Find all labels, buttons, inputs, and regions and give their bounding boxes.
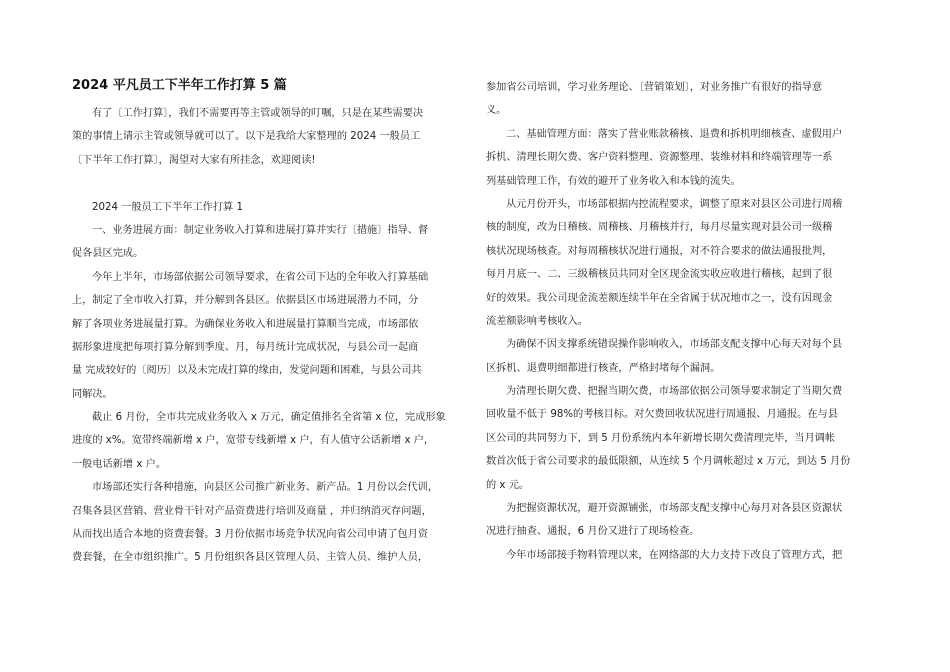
- text-line: 况进行抽查、通报，6 月份又进行了现场检查。: [486, 526, 700, 538]
- text-line: 区公司的共同努力下，到 5 月份系统内本年新增长期欠费清理完毕，当月调帐: [486, 432, 836, 444]
- text-line: 同解决。: [72, 388, 113, 400]
- text-line: 回收量不低于 98%的考核目标。对欠费回收状况进行周通报、月通报。在与县: [486, 409, 838, 421]
- text-line: 2024 一般员工下半年工作打算 1: [92, 201, 243, 213]
- text-line: 义。: [486, 105, 507, 117]
- text-line: 每月月底一、二、三级稽核员共同对全区现金流实收应收进行稽核，起到了很: [486, 269, 833, 281]
- text-line: 解了各项业务进展量打算。为确保业务收入和进展量打算顺当完成，市场部依: [72, 318, 419, 330]
- text-line: 为把握资源状况，避开资源铺张，市场部支配支撑中心每月对各县区资源状: [506, 503, 843, 515]
- text-line: 一般电话新增 x 户。: [72, 458, 167, 470]
- text-line: 数首次低于省公司要求的最低限额，从连续 5 个月调帐超过 x 万元，到达 5 月份: [486, 456, 851, 468]
- text-line: 截止 6 月份，全市共完成业务收入 x 万元，确定值排名全省第 x 位，完成形象: [92, 412, 446, 424]
- text-line: 策的事情上请示主管或领导就可以了。以下是我给大家整理的 2024 一般员工: [72, 131, 421, 143]
- text-line: 一、业务进展方面：制定业务收入打算和进展打算并实行〔措施〕指导、督: [92, 224, 429, 236]
- text-line: 好的效果。我公司现金流差额连续半年在全省属于状况地市之一，没有因现金: [486, 292, 833, 304]
- text-line: 促各县区完成。: [72, 248, 144, 260]
- left-column: [72, 76, 466, 570]
- document-title: 2024 平凡员工下半年工作打算 5 篇: [72, 78, 287, 93]
- text-line: 区拆机、退费明细都进行核查，严格封堵每个漏洞。: [486, 362, 721, 374]
- text-line: 据形象进度把每项打算分解到季度、月，每月统计完成状况，与县公司一起商: [72, 341, 419, 353]
- left-column-body: [72, 102, 466, 570]
- text-line: 列基础管理工作，有效的避开了业务收入和本钱的流失。: [486, 175, 741, 187]
- text-line: 进度的 x%。宽带终端新增 x 户，宽带专线新增 x 户，有人值守公话新增 x 户，: [72, 435, 435, 447]
- text-line: 召集各县区营销、营业骨干针对产品资费进行培训及商量 ，并归纳消灭存问题，: [72, 505, 432, 517]
- text-line: 有了〔工作打算〕，我们不需要再等主管或领导的叮嘱，只是在某些需要决: [92, 108, 424, 119]
- right-column: [486, 76, 882, 567]
- text-line: 为清理长期欠费、把握当期欠费，市场部依据公司领导要求制定了当期欠费: [506, 386, 843, 398]
- right-column-body: [486, 76, 882, 567]
- text-line: 费套餐，在全市组织推广。5 月份组织各县区管理人员、主管人员、维护人员，: [72, 552, 429, 564]
- text-line: 二、基础管理方面：落实了营业账款稽核、退费和拆机明细核查、虚假用户: [506, 128, 843, 140]
- text-line: [72, 172, 466, 195]
- text-line: 核状况现场核查。对每周稽核状况进行通报，对不符合要求的做法通报批判，: [486, 245, 833, 257]
- text-line: 市场部还实行各种措施，向县区公司推广新业务、新产品。1 月份以会代训，: [92, 482, 438, 494]
- text-line: 量 完成较好的〔阅历〕以及未完成打算的缘由，发觉问题和困难，与县公司共: [72, 365, 422, 377]
- text-line: 从而找出适合本地的资费套餐。3 月份依据市场竞争状况向省公司申请了包月资: [72, 529, 429, 541]
- text-line: 上，制定了全市收入打算，并分解到各县区。依据县区市场进展潜力不同，分: [72, 295, 419, 307]
- text-line: 今年上半年，市场部依据公司领导要求，在省公司下达的全年收入打算基础: [92, 271, 429, 283]
- text-line: 流差额影响考核收入。: [486, 315, 588, 327]
- text-line: 核的制度，改为日稽核、周稽核、月稽核并行，每月尽量实现对县公司一级稽: [486, 222, 833, 234]
- text-line: 从元月份开头，市场部根据内控流程要求，调整了原来对县区公司进行周稽: [506, 198, 843, 210]
- text-line: 参加省公司培训，学习业务理论、〔营销策划〕，对业务推广有很好的指导意: [486, 82, 823, 93]
- text-line: 〔下半年工作打算〕，渴望对大家有所挂念，欢迎阅读!: [72, 154, 316, 166]
- text-line: 拆机、清理长期欠费、客户资料整理、资源整理、装维材料和终端管理等一系: [486, 152, 833, 164]
- text-line: 为确保不因支撑系统错误操作影响收入，市场部支配支撑中心每天对每个县: [506, 339, 843, 351]
- text-line: 今年市场部接手物料管理以来，在网络部的大力支持下改良了管理方式，把: [506, 549, 843, 561]
- text-line: 的 x 元。: [486, 479, 530, 491]
